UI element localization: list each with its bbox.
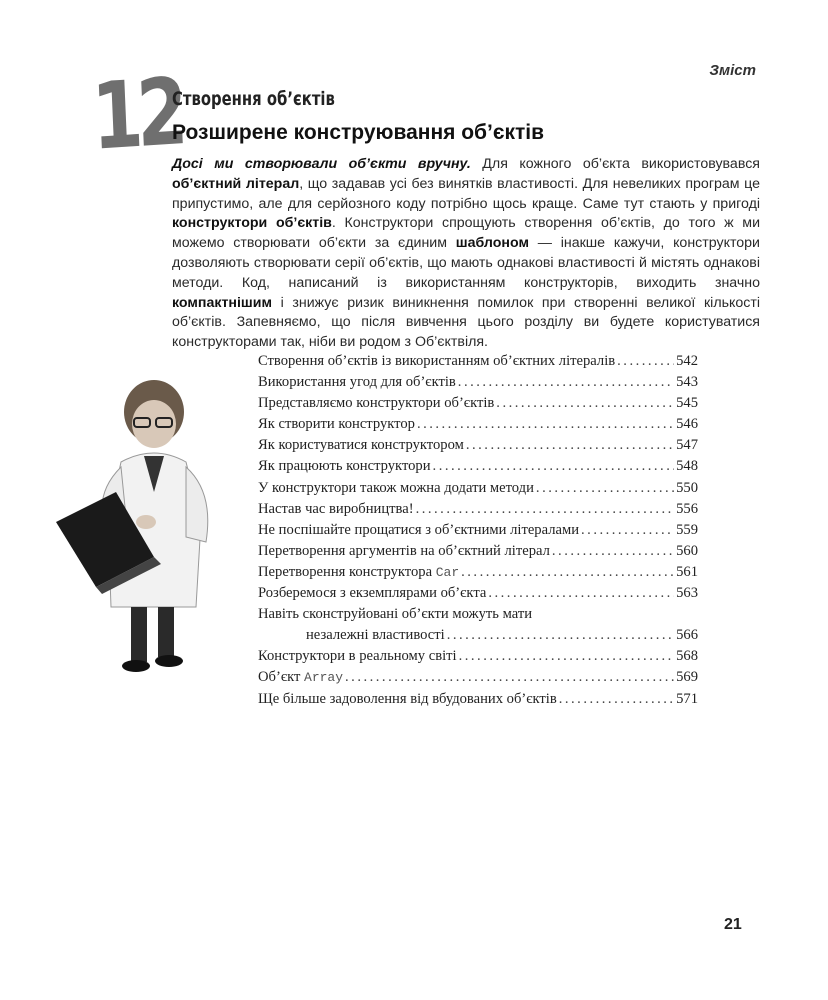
- toc-entry[interactable]: [258, 353, 698, 374]
- toc-entry-title: Навіть сконструйовані об’єкти можуть мати: [258, 606, 533, 623]
- toc-page-number: 561: [676, 563, 698, 580]
- toc-entry-label: [258, 669, 343, 686]
- toc-page-number: 566: [676, 627, 698, 644]
- toc-entry-title: Ще більше задоволення від вбудованих об’єктів: [258, 690, 557, 707]
- toc-entry-label: [258, 691, 557, 708]
- toc-entry-title: Представляємо конструктори об’єктів: [258, 395, 495, 412]
- toc-entry[interactable]: [258, 416, 698, 437]
- toc-entry[interactable]: [258, 458, 698, 479]
- toc-entry-label: [258, 501, 414, 518]
- toc-entry-title: Об’єкт: [258, 669, 305, 686]
- toc-entry-title: Розберемося з екземплярами об’єкта: [258, 585, 487, 602]
- toc-entry-title: незалежні властивості: [306, 627, 445, 644]
- toc-entry[interactable]: [258, 374, 698, 395]
- dot-leader: [447, 627, 674, 644]
- toc-entry-title: Не поспішайте прощатися з об’єктними літералами: [258, 521, 580, 538]
- intro-term: об’єктний літерал: [172, 175, 300, 192]
- intro-text: Для кожного об’єкта використовувався: [470, 156, 760, 172]
- toc-page-number: 563: [676, 585, 698, 602]
- toc-page-number: 571: [676, 690, 698, 707]
- toc-entry-title: Перетворення аргументів на об’єктний літерал: [258, 542, 550, 559]
- toc-entry-title: Настав час виробництва!: [258, 500, 414, 517]
- toc-page-number: 568: [676, 648, 698, 665]
- toc-entry[interactable]: [258, 648, 698, 669]
- dot-leader: [581, 522, 674, 539]
- toc-page-number: 559: [676, 521, 698, 538]
- intro-term: шаблоном: [455, 235, 529, 252]
- intro-text: і знижує ризик виникнення помилок при створенні великої кількості об’єктів. Запевняємо, що після вивчення цього розділу ви будете користуватися конструкторами так, ніби ви родом з Об’єктвіля.: [172, 294, 760, 351]
- dot-leader: [417, 416, 674, 433]
- toc-page-number: 560: [676, 542, 698, 559]
- dot-leader: [488, 585, 674, 602]
- intro-text: — інакше кажучи, конструктори дозволяють створювати серії об’єктів, що мають однакові властивості й містять однакові методи. Код, написаний із використанням конструкторів, виходить значно: [172, 235, 760, 291]
- toc-entry-label: [258, 480, 534, 497]
- toc-entry-label: [258, 458, 431, 475]
- toc-entry-title: У конструктори також можна додати методи: [258, 479, 534, 496]
- toc-entry-label: [258, 648, 457, 665]
- toc-entry-label: [258, 585, 486, 602]
- toc-page-number: 542: [676, 353, 698, 369]
- intro-term: конструктори об’єктів: [172, 215, 332, 232]
- intro-text: , що задавав усі без винятків властивості. Для невеликих програм це припустимо, але для серйозного коду потрібно щось краще. Саме тут стають у пригоді: [172, 175, 760, 212]
- toc-page-number: 547: [676, 437, 698, 454]
- toc-entry[interactable]: [258, 480, 698, 501]
- dot-leader: [496, 395, 674, 412]
- dot-leader: [433, 458, 675, 475]
- scientist-illustration: [36, 372, 251, 692]
- toc-entry[interactable]: [258, 669, 698, 690]
- toc-page-number: 550: [676, 479, 698, 496]
- toc-entry[interactable]: [258, 522, 698, 543]
- toc-entry-title: Створення об’єктів із використанням об’єктних літералів: [258, 353, 616, 369]
- toc-entry[interactable]: [258, 501, 698, 522]
- toc-entry[interactable]: [258, 606, 698, 627]
- toc-entry[interactable]: [258, 564, 698, 585]
- toc-page-number: 546: [676, 416, 698, 433]
- toc-page-number: 569: [676, 669, 698, 686]
- toc-entry-title: Як працюють конструктори: [258, 458, 431, 475]
- dot-leader: [458, 374, 674, 391]
- toc-entry-label: [258, 564, 459, 581]
- dot-leader: [345, 669, 674, 686]
- toc-entry-label: [258, 522, 579, 539]
- intro-paragraph: [172, 155, 760, 353]
- chapter-subtitle: Розширене конструювання об’єктів: [172, 121, 545, 144]
- toc-page-number: 548: [676, 458, 698, 475]
- toc-entry[interactable]: [258, 691, 698, 712]
- toc-entry-code: Car: [435, 564, 460, 580]
- toc-entry-label: [258, 437, 464, 454]
- toc-entry-continuation[interactable]: [258, 627, 698, 648]
- dot-leader: [466, 437, 674, 454]
- dot-leader: [416, 501, 675, 518]
- toc-page-number: 556: [676, 500, 698, 517]
- toc-entry-title: Як користуватися конструктором: [258, 437, 464, 454]
- toc-entry-code: Array: [304, 670, 344, 686]
- toc-entry[interactable]: [258, 585, 698, 606]
- intro-lead: Досі ми створювали об’єкти вручну.: [172, 156, 471, 172]
- toc-entry-label: [258, 543, 550, 560]
- toc-entry-label: [258, 395, 494, 412]
- toc-entry[interactable]: [258, 395, 698, 416]
- toc-entry[interactable]: [258, 437, 698, 458]
- toc-entry-label: [258, 374, 456, 391]
- dot-leader: [552, 543, 674, 560]
- page-number: 21: [724, 916, 742, 933]
- table-of-contents: [258, 353, 698, 712]
- toc-entry[interactable]: [258, 543, 698, 564]
- toc-entry-title: Перетворення конструктора: [258, 563, 436, 580]
- toc-entry-title: Як створити конструктор: [258, 416, 415, 433]
- toc-entry-label: [258, 416, 415, 433]
- intro-text: . Конструктори спрощують створення об’єктів, до того ж ми можемо створювати об’єкти за єдиним: [172, 215, 760, 252]
- toc-page-number: 545: [676, 395, 698, 412]
- intro-term: компактнішим: [172, 294, 272, 311]
- toc-page-number: 543: [676, 374, 698, 391]
- running-header: Зміст: [709, 62, 756, 79]
- dot-leader: [559, 691, 674, 708]
- dot-leader: [536, 480, 674, 497]
- toc-entry-title: Використання угод для об’єктів: [258, 374, 456, 391]
- dot-leader: [617, 353, 674, 370]
- toc-entry-title: Конструктори в реальному світі: [258, 648, 457, 665]
- chapter-title: Створення об’єктів: [172, 88, 335, 110]
- toc-entry-label: [258, 353, 615, 370]
- dot-leader: [461, 564, 674, 581]
- chapter-number: 12: [89, 58, 184, 171]
- dot-leader: [459, 648, 675, 665]
